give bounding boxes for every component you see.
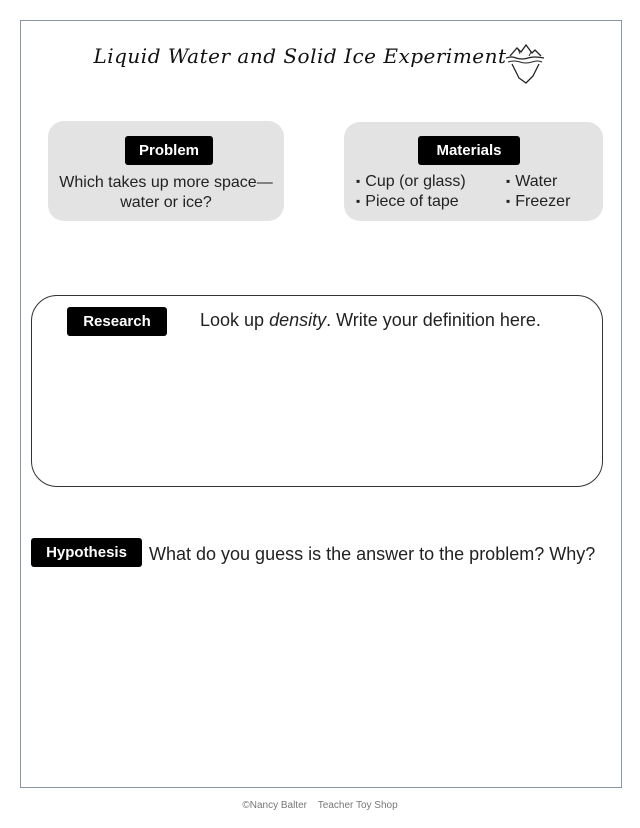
problem-card: [48, 121, 284, 221]
materials-label: Materials: [418, 136, 520, 165]
materials-card: [344, 122, 603, 221]
problem-text: Which takes up more space—water or ice?: [59, 174, 273, 211]
materials-item: ▪ Piece of tape: [356, 192, 459, 212]
research-term: density: [269, 310, 327, 330]
research-label: Research: [67, 307, 167, 336]
footer: [0, 800, 640, 811]
iceberg-icon: [502, 40, 548, 86]
hypothesis-prompt: What do you guess is the answer to the problem? Why?: [149, 544, 596, 564]
research-prompt-before: Look up: [200, 310, 270, 330]
materials-item: ▪ Cup (or glass): [356, 172, 466, 192]
footer-shop: Teacher Toy Shop: [317, 800, 398, 811]
hypothesis-label: Hypothesis: [31, 538, 142, 567]
footer-author: ©Nancy Balter: [242, 800, 307, 811]
research-prompt-after: . Write your definition here.: [326, 310, 541, 330]
materials-item: ▪ Freezer: [506, 192, 570, 212]
problem-label: Problem: [125, 136, 213, 165]
research-prompt: [200, 310, 541, 331]
worksheet-title: Liquid Water and Solid Ice Experiment: [93, 44, 507, 68]
research-answer-box[interactable]: [31, 295, 603, 487]
materials-item: ▪ Water: [506, 172, 557, 192]
